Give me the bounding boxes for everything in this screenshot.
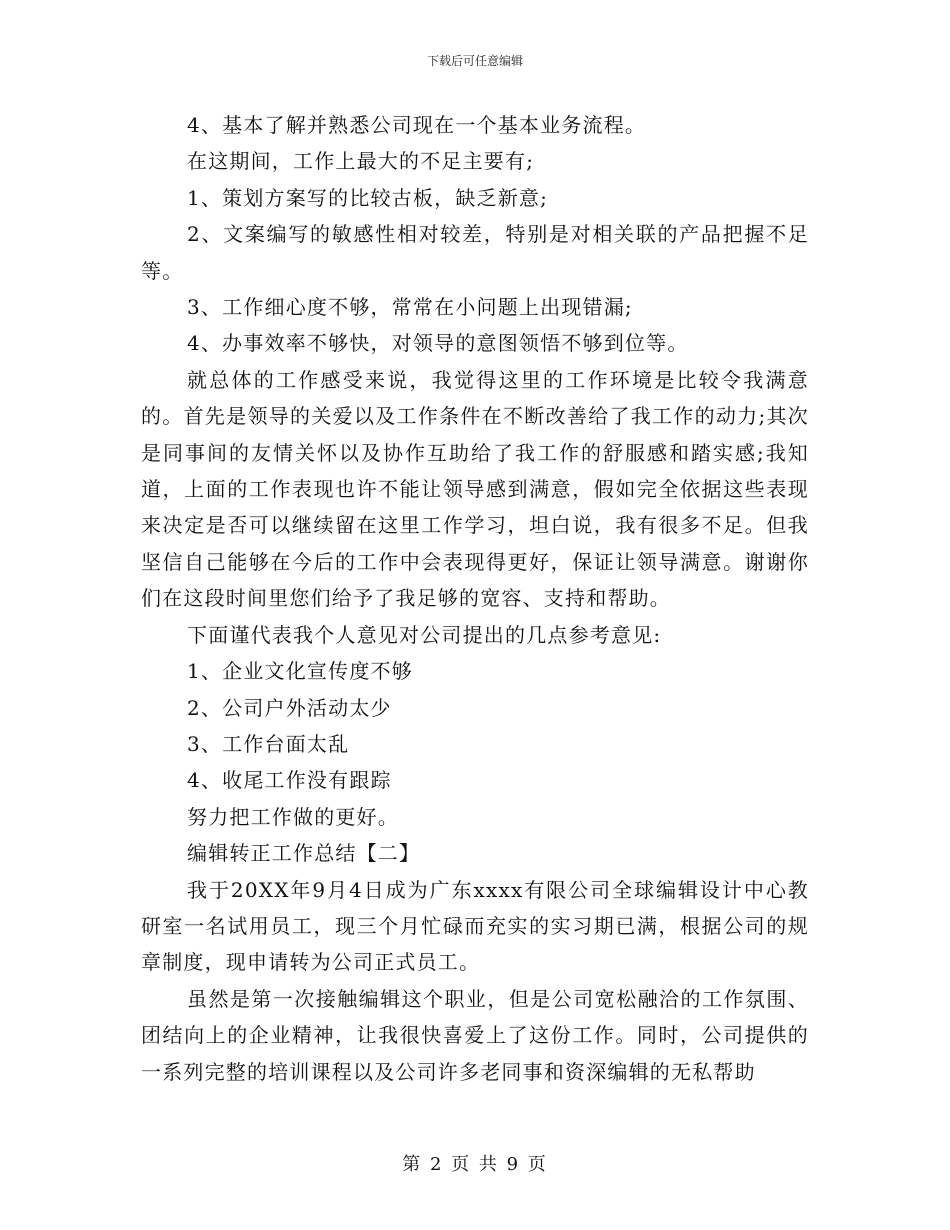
paragraph: 努力把工作做的更好。 [187, 804, 399, 829]
paragraph: 在这期间，工作上最大的不足主要有; [187, 149, 535, 174]
list-item: 3、工作台面太乱 [187, 731, 350, 756]
paragraph: 就总体的工作感受来说，我觉得这里的工作环境是比较令我满意的。首先是领导的关爱以及工作条件在不断改善给了我工作的动力;其次是同事间的友情关怀以及协作互助给了我工作的舒服感和踏实感;我知道，上面的工作表现也许不能让领导感到满意，假如完全依据这些表现来决定是否可以继续留在这里工作学习，坦白说，我有很多不足。但我坚信自己能够在今后的工作中会表现得更好，保证让领导满意。谢谢你们在这段时间里您们给予了我足够的宽容、支持和帮助。 [141, 367, 809, 611]
section-heading: 编辑转正工作总结【二】 [187, 841, 421, 866]
page-header: 下载后可任意编辑 [426, 54, 523, 68]
list-item: 2、公司户外活动太少 [187, 695, 392, 720]
paragraph: 下面谨代表我个人意见对公司提出的几点参考意见: [187, 622, 662, 647]
document-body [141, 107, 809, 1090]
list-item: 4、办事效率不够快，对领导的意图领悟不够到位等。 [187, 331, 689, 356]
list-item: 1、策划方案写的比较古板，缺乏新意; [187, 185, 549, 210]
paragraph: 虽然是第一次接触编辑这个职业，但是公司宽松融洽的工作氛围、团结向上的企业精神，让我很快喜爱上了这份工作。同时，公司提供的一系列完整的培训课程以及公司许多老同事和资深编辑的无私帮助 [141, 986, 809, 1084]
list-item: 4、收尾工作没有跟踪 [187, 768, 392, 793]
page-number: 第 2 页 共 9 页 [402, 1154, 548, 1175]
paragraph: 4、基本了解并熟悉公司现在一个基本业务流程。 [187, 113, 647, 137]
paragraph: 我于20XX年9月4日成为广东xxxx有限公司全球编辑设计中心教研室一名试用员工，现三个月忙碌而充实的实习期已满，根据公司的规章制度，现申请转为公司正式员工。 [141, 877, 809, 975]
list-item: 1、企业文化宣传度不够 [187, 659, 413, 684]
list-item: 3、工作细心度不够，常常在小问题上出现错漏; [187, 295, 633, 320]
list-item: 2、文案编写的敏感性相对较差，特别是对相关联的产品把握不足等。 [141, 222, 809, 283]
